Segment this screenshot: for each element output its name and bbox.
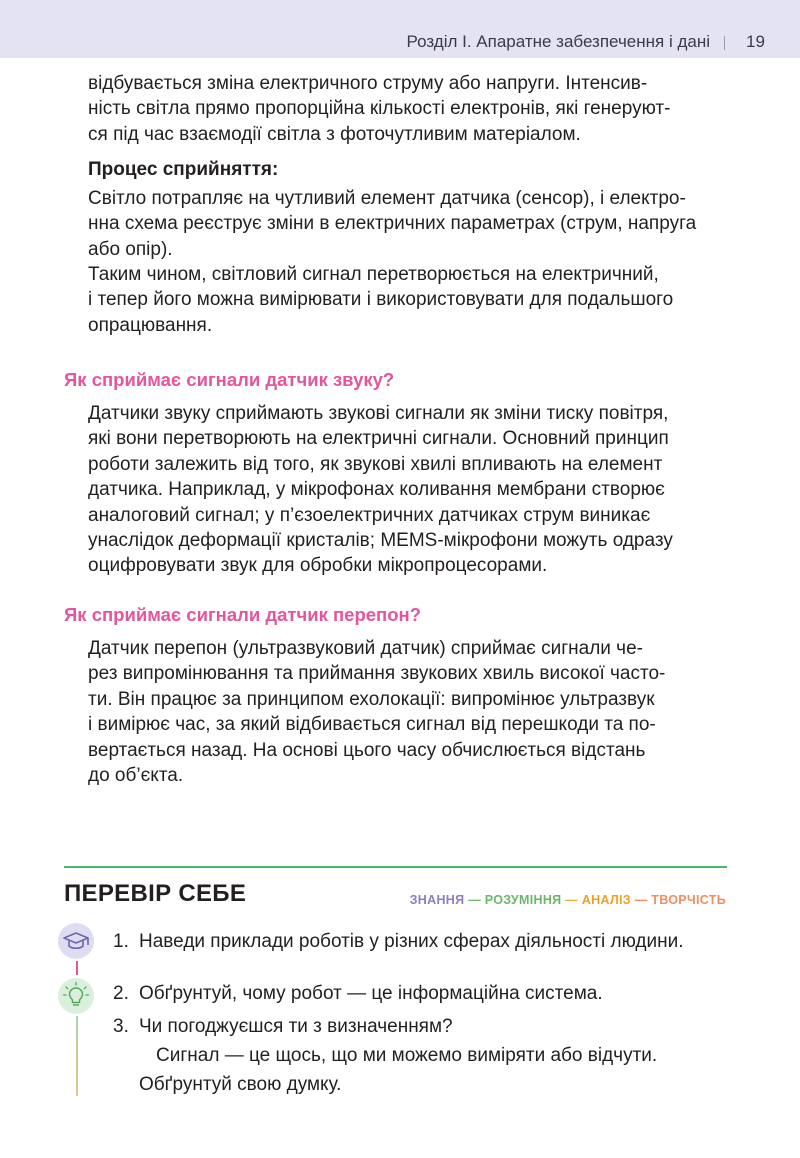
task-number: 3. [113, 1016, 129, 1037]
text-line: оцифровувати звук для обробки мікропроцесорами. [88, 555, 548, 577]
text-line: ти. Він працює за принципом ехолокації: випромінює ультразвук [88, 688, 655, 710]
text-line: унаслідок деформації кристалів; MEMS-мікрофони можуть одразу [88, 530, 673, 552]
text-line: до об’єкта. [88, 765, 184, 787]
graduation-cap-icon [58, 923, 94, 959]
check-yourself-title: ПЕРЕВІР СЕБЕ [64, 880, 247, 907]
obstacle-sensor-paragraph [88, 636, 726, 788]
task-followup: Обґрунтуй свою думку. [139, 1074, 342, 1095]
text-line: які вони перетворюють на електричні сигнали. Основний принцип [88, 428, 669, 450]
task-item [113, 981, 603, 1007]
text-line: і вимірює час, за який відбивається сигнал від перешкоди та по- [88, 714, 656, 736]
text-line: ність світла прямо пропорційна кількості електронів, які генеруют- [88, 98, 671, 120]
connector-line [76, 961, 78, 975]
process-heading: Процес сприйняття: [88, 159, 279, 180]
chapter-title: Розділ І. Апаратне забезпечення і дані [406, 32, 710, 51]
level-analysis: АНАЛІЗ [581, 893, 631, 907]
text-line: датчика. Наприклад, у мікрофонах коливання мембрани створює [88, 479, 665, 501]
text-line: опрацювання. [88, 314, 213, 336]
sound-sensor-question: Як сприймає сигнали датчик звуку? [64, 369, 395, 390]
task-item [113, 1014, 453, 1040]
level-dash: — [468, 893, 481, 907]
text-line: Датчики звуку сприймають звукові сигнали як зміни тиску повітря, [88, 403, 669, 424]
level-dash: — [634, 893, 648, 907]
header-separator [724, 36, 725, 50]
intro-paragraph [88, 71, 726, 147]
sound-sensor-paragraph [88, 401, 726, 579]
task-text: Наведи приклади роботів у різних сферах діяльності людини. [139, 931, 684, 952]
process-paragraph [88, 186, 726, 262]
text-line: Таким чином, світловий сигнал перетворюється на електричний, [88, 264, 659, 285]
section-divider [64, 866, 727, 868]
lightbulb-icon [58, 978, 94, 1014]
text-line: аналоговий сигнал; у п’єзоелектричних датчиках струм виникає [88, 504, 651, 526]
text-line: Світло потрапляє на чутливий елемент датчика (сенсор), і електро- [88, 188, 686, 209]
page-header [0, 0, 800, 58]
text-line: відбувається зміна електричного струму або напруги. Інтенсив- [88, 73, 648, 94]
text-line: ся під час взаємодії світла з фоточутливим матеріалом. [88, 123, 581, 145]
text-line: або опір). [88, 238, 173, 260]
conclusion-paragraph [88, 262, 726, 338]
text-line: вертається назад. На основі цього часу обчислюється відстань [88, 739, 646, 761]
text-line: і тепер його можна вимірювати і використовувати для подальшого [88, 289, 674, 311]
text-line: Датчик перепон (ультразвуковий датчик) сприймає сигнали че- [88, 638, 643, 659]
task-number: 1. [113, 931, 129, 952]
connector-line [76, 1016, 78, 1096]
task-number: 2. [113, 983, 129, 1004]
task-text: Обґрунтуй, чому робот — це інформаційна система. [139, 983, 603, 1004]
text-line: роботи залежить від того, як звукові хвилі впливають на елемент [88, 453, 663, 475]
definition-quote: Сигнал — це щось, що ми можемо виміряти або відчути. [156, 1045, 658, 1066]
page-number: 19 [746, 32, 765, 51]
text-line: нна схема реєструє зміни в електричних параметрах (струм, напруга [88, 213, 697, 235]
task-text: Чи погоджуєшся ти з визначенням? [139, 1016, 453, 1037]
level-dash: — [565, 893, 579, 907]
text-line: рез випромінювання та приймання звукових хвиль високої часто- [88, 663, 666, 685]
obstacle-sensor-question: Як сприймає сигнали датчик перепон? [64, 604, 421, 625]
skill-levels [410, 893, 726, 907]
level-knowledge: ЗНАННЯ [409, 893, 465, 907]
level-understanding: РОЗУМІННЯ [484, 893, 562, 907]
task-item [113, 929, 684, 955]
level-creativity: ТВОРЧІСТЬ [651, 893, 726, 907]
